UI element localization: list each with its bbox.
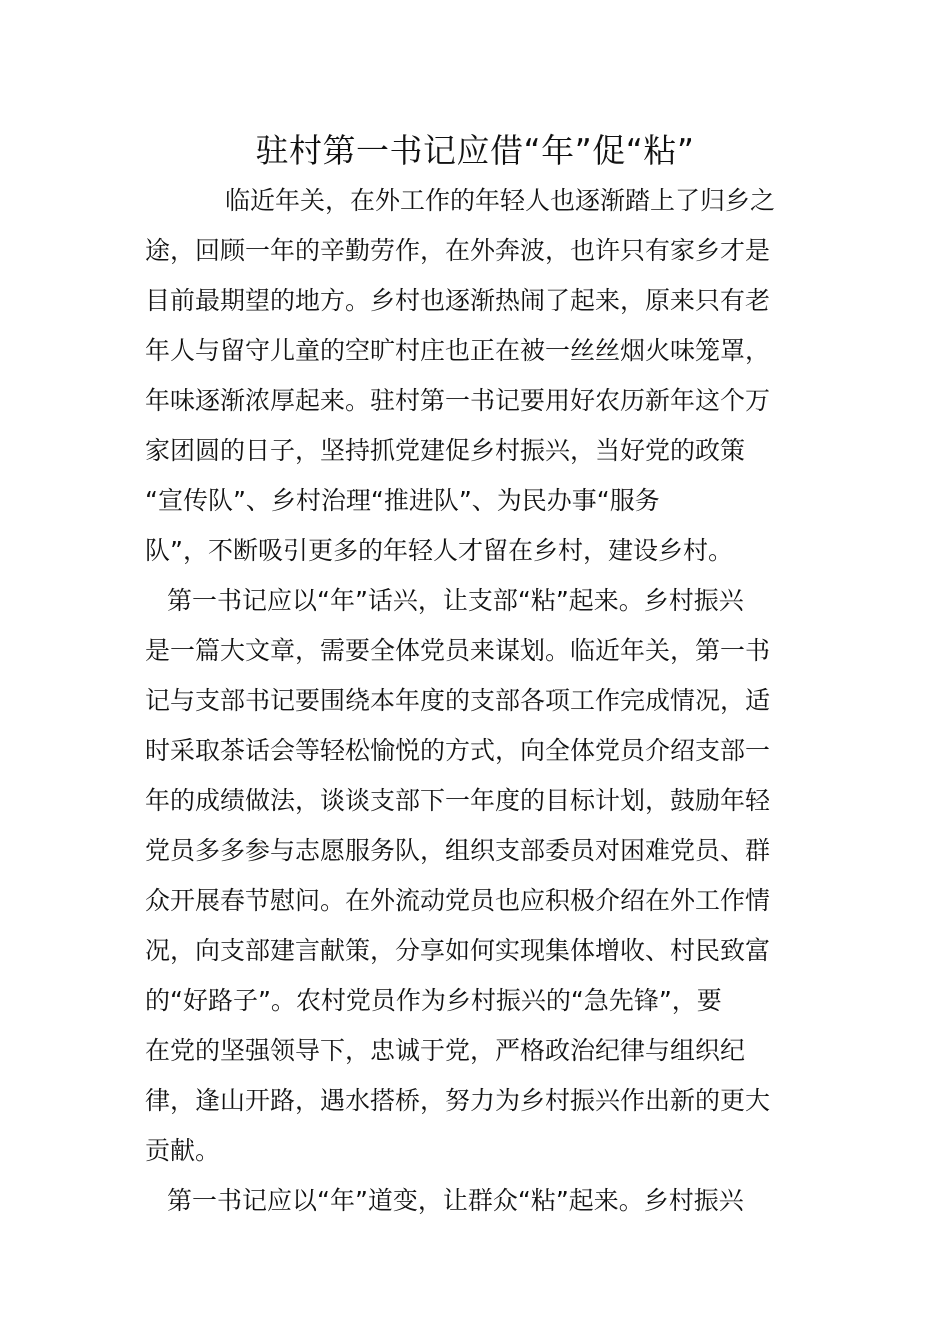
body-text-line: 年的成绩做法，谈谈支部下一年度的目标计划，鼓励年轻	[145, 786, 771, 815]
body-text-line: 途，回顾一年的辛勤劳作，在外奔波，也许只有家乡才是	[145, 236, 771, 265]
body-text-line: 目前最期望的地方。乡村也逐渐热闹了起来，原来只有老	[145, 286, 771, 315]
body-text-line: 年味逐渐浓厚起来。驻村第一书记要用好农历新年这个万	[145, 386, 771, 415]
body-text-line: 年人与留守儿童的空旷村庄也正在被一丝丝烟火味笼罩，	[145, 336, 771, 365]
body-text-line: 贡献。	[145, 1136, 221, 1165]
body-text-line: 党员多多参与志愿服务队，组织支部委员对困难党员、群	[145, 836, 771, 865]
body-text-line: 在党的坚强领导下，忠诚于党，严格政治纪律与组织纪	[145, 1036, 746, 1065]
body-text-line: 临近年关，在外工作的年轻人也逐渐踏上了归乡之	[225, 186, 776, 215]
body-text-line: 第一书记应以“年”道变，让群众“粘”起来。乡村振兴	[167, 1186, 744, 1215]
body-text-line: 队”，不断吸引更多的年轻人才留在乡村，建设乡村。	[145, 536, 733, 565]
body-text-line: 律，逢山开路，遇水搭桥，努力为乡村振兴作出新的更大	[145, 1086, 771, 1115]
body-text-line: 家团圆的日子，坚持抓党建促乡村振兴，当好党的政策	[145, 436, 746, 465]
body-text-line: 众开展春节慰问。在外流动党员也应积极介绍在外工作情	[145, 886, 771, 915]
body-text-line: 况，向支部建言献策，分享如何实现集体增收、村民致富	[145, 936, 771, 965]
body-text-line: 第一书记应以“年”话兴，让支部“粘”起来。乡村振兴	[167, 586, 744, 615]
body-text-line: 的“好路子”。农村党员作为乡村振兴的“急先锋”，要	[145, 986, 722, 1015]
body-text-line: 时采取茶话会等轻松愉悦的方式，向全体党员介绍支部一	[145, 736, 771, 765]
body-text-line: 记与支部书记要围绕本年度的支部各项工作完成情况，适	[145, 686, 771, 715]
body-text-line: “宣传队”、乡村治理“推进队”、为民办事“服务	[145, 486, 660, 515]
body-text-line: 是一篇大文章，需要全体党员来谋划。临近年关，第一书	[145, 636, 771, 665]
document-title: 驻村第一书记应借“年”促“粘”	[255, 131, 695, 170]
